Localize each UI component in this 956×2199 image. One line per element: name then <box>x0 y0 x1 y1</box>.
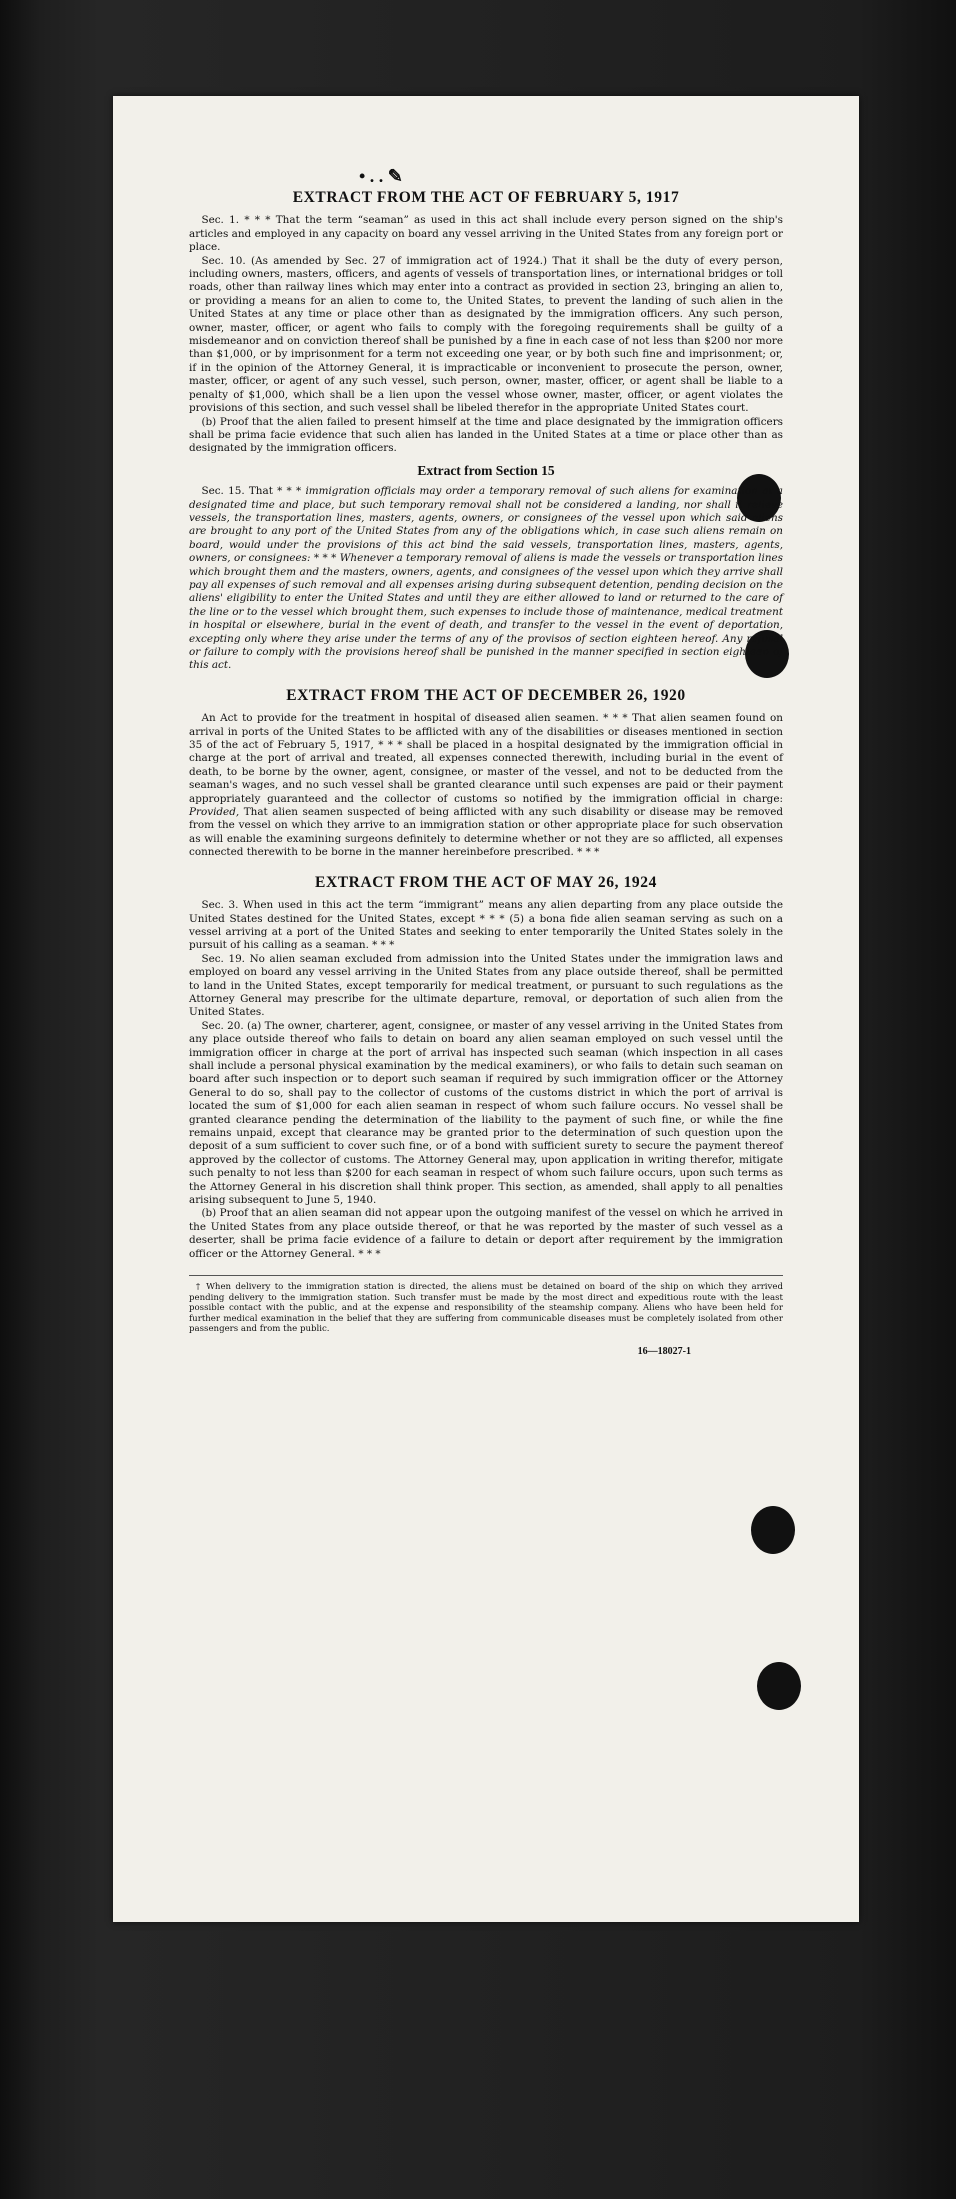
sec-15-lead: Sec. 15. That * * * <box>201 485 306 498</box>
header-mark: • . . ✎ <box>359 166 403 186</box>
footnote-text: † When delivery to the immigration station is directed, the aliens must be detained on board of the ship on which they arrived pending delivery to the immigration station. Such transfer must be made by the most direct and expeditious route with the least possible contact with the public, and at the expense and responsibility of the steamship company. Aliens who have been held for further medical examination in the belief that they are suffering from communicable diseases must be completely isolated from other passengers and from the public. <box>189 1282 783 1335</box>
paragraph-sec-15 <box>189 485 783 673</box>
heading-act-1917: EXTRACT FROM THE ACT OF FEBRUARY 5, 1917 <box>292 189 680 206</box>
footnote <box>189 1275 783 1335</box>
publication-number: 16—18027-1 <box>637 1346 691 1358</box>
punch-hole <box>757 1662 801 1710</box>
paragraph-sec-20-b: (b) Proof that an alien seaman did not appear upon the outgoing manifest of the vessel on which he arrived in the United States from any place outside thereof, or that he was reported by the master of such vessel as a deserter, shall be prima facie evidence of a failure to detain or deport after requirement by the immigration officer or the Attorney General. * * * <box>189 1207 783 1260</box>
paragraph-sec-1: Sec. 1. * * * That the term “seaman” as used in this act shall include every person signed on the ship's articles and employed in any capacity on board any vessel arriving in the United States from any foreign port or place. <box>189 214 783 254</box>
act-1920-text-cont: That alien seamen suspected of being afflicted with any such disability or disease may be removed from the vessel on which they arrive to an immigration station or other appropriate place for such observation as will enable the examining surgeons definitely to determine whether or not they are so afflicted, all expenses connected therewith to be borne in the manner hereinbefore prescribed. * * * <box>189 806 783 859</box>
heading-section-15: Extract from Section 15 <box>417 462 555 478</box>
paragraph-sec-10: Sec. 10. (As amended by Sec. 27 of immigration act of 1924.) That it shall be the duty of every person, including owners, masters, officers, and agents of vessels of transportation lines, or international bridges or toll roads, other than railway lines which may enter into a contract as provided in section 23, bringing an alien to, or providing a means for an alien to come to, the United States, to prevent the landing of such alien in the United States at any time or place other than as designated by the immigration officers. Any such person, owner, master, officer, or agent who fails to comply with the foregoing requirements shall be guilty of a misdemeanor and on conviction thereof shall be punished by a fine in each case of not less than $200 nor more than $1,000, or by imprisonment for a term not exceeding one year, or by both such fine and imprisonment; or, if in the opinion of the Attorney General, it is impracticable or inconvenient to prosecute the person, owner, master, officer, or agent of any such vessel, such person, owner, master, officer, or agent shall be liable to a penalty of $1,000, which shall be a lien upon the vessel whose owner, master, officer, or agent violates the provisions of this section, and such vessel shall be libeled therefor in the appropriate United States court. <box>189 254 783 415</box>
sec-15-italic: immigration officials may order a temporary removal of such aliens for examination at a designated time and place, but such temporary removal shall not be considered a landing, nor shall it relieve vessels, the transportation lines, masters, agents, owners, or consignees of the vessel upon which said aliens are brought to any port of the United States from any of the obligations which, in case such aliens remain on board, would under the provisions of this act bind the said vessels, transportation lines, masters, agents, owners, or consignees: * * * Whenever a temporary removal of aliens is made the vessels or transportation lines which brought them and the masters, owners, agents, and consignees of the vessel upon which they arrive shall pay all expenses of such removal and all expenses arising during subsequent detention, pending decision on the aliens' eligibility to enter the United States and until they are either allowed to land or returned to the care of the line or to the vessel which brought them, such expenses to include those of maintenance, medical treatment in hospital or elsewhere, burial in the event of death, and transfer to the vessel in the event of deportation, excepting only where they arise under the terms of any of the provisos of section eighteen hereof. Any refusal or failure to comply with the provisions hereof shall be punished in the manner specified in section eighteen of this act. <box>189 485 784 672</box>
document-page <box>113 96 859 1922</box>
paragraph-sec-19: Sec. 19. No alien seaman excluded from admission into the United States under the immigration laws and employed on board any vessel arriving in the United States from any place outside thereof, shall be permitted to land in the United States, except temporarily for medical treatment, or pursuant to such regulations as the Attorney General may prescribe for the ultimate departure, removal, or deportation of such alien from the United States. <box>189 952 783 1019</box>
act-1920-text: An Act to provide for the treatment in hospital of diseased alien seamen. * * * That alien seamen found on arrival in ports of the United States to be afflicted with any of the disabilities or diseases mentioned in section 35 of the act of February 5, 1917, * * * shall be placed in a hospital designated by the immigration official in charge at the port of arrival and treated, all expenses connected therewith, including burial in the event of death, to be borne by the owner, agent, consignee, or master of the vessel, and not to be deducted from the seaman's wages, and no such vessel shall be granted clearance until such expenses are paid or their payment appropriately guaranteed and the collector of customs so notified by the immigration official in charge: <box>189 712 783 805</box>
paragraph-sec-10-b: (b) Proof that the alien failed to present himself at the time and place designated by the immigration officers shall be prima facie evidence that such alien has landed in the United States at a time or place other than as designated by the immigration officers. <box>189 415 783 455</box>
act-1920-provided: Provided, <box>189 806 240 819</box>
paragraph-sec-20-a: Sec. 20. (a) The owner, charterer, agent, consignee, or master of any vessel arriving in the United States from any place outside thereof who fails to detain on board any alien seaman employed on such vessel until the immigration officer in charge at the port of arrival has inspected such seaman (which inspection in all cases shall include a personal physical examination by the medical examiners), or who fails to detain such seaman on board after such inspection or to deport such seaman if required by such immigration officer or the Attorney General to do so, shall pay to the collector of customs of the customs district in which the port of arrival is located the sum of $1,000 for each alien seaman in respect of whom such failure occurs. No vessel shall be granted clearance pending the determination of the liability to the payment of such fine, or while the fine remains unpaid, except that clearance may be granted prior to the determination of such question upon the deposit of a sum sufficient to cover such fine, or of a bond with sufficient surety to secure the payment thereof approved by the collector of customs. The Attorney General may, upon application in writing therefor, mitigate such penalty to not less than $200 for each seaman in respect of whom such failure occurs, upon such terms as the Attorney General in his discretion shall think proper. This section, as amended, shall apply to all penalties arising subsequent to June 5, 1940. <box>189 1019 783 1207</box>
punch-hole <box>751 1506 795 1554</box>
paragraph-sec-3: Sec. 3. When used in this act the term “immigrant” means any alien departing from any place outside the United States destined for the United States, except * * * (5) a bona fide alien seaman serving as such on a vessel arriving at a port of the United States and seeking to enter temporarily the United States solely in the pursuit of his calling as a seaman. * * * <box>189 899 783 952</box>
paragraph-act-1920 <box>189 712 783 859</box>
heading-act-1924: EXTRACT FROM THE ACT OF MAY 26, 1924 <box>315 873 657 891</box>
heading-act-1920: EXTRACT FROM THE ACT OF DECEMBER 26, 1920 <box>286 686 686 704</box>
document-body <box>189 191 783 1358</box>
